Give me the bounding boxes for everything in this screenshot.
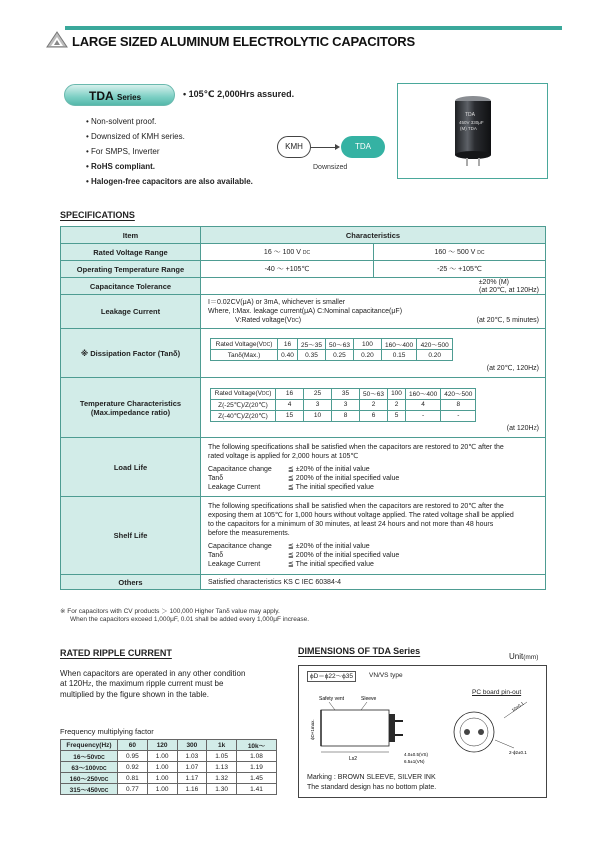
series-badge [64,84,175,106]
row-label: Others [61,575,201,590]
frequency-table-caption: Frequency multiplying factor [60,727,154,736]
table-cell: 50～63 [360,388,388,399]
marking-note: Marking : BROWN SLEEVE, SILVER INK The standard design has no bottom plate. [307,774,437,791]
table-cell: 2 [360,399,388,410]
table-cell: - [406,410,441,421]
flow-caption: Downsized [313,164,348,171]
row-label: Load Life [61,438,201,497]
footnote-2: When the capacitors exceed 1,000μF, 0.01 shall be added every 1,000μF increase. [70,616,310,623]
table-cell: 2 [388,399,406,410]
ripple-description: When capacitors are operated in any other condition at 120HZ, the maximum ripple current must be multiplied by the figure shown in the table. [60,669,246,699]
tolerance-value: ±20% (M) (at 20℃, at 120Hz) [201,278,546,295]
leakage-value: I＝0.02CV(μA) or 3mA, whichever is smaller Where, I:Max. leakage current(μA) C:Nominal capacitance(μF) V:Rated voltage(VDC) (at 20℃, 5 minutes) [201,295,546,329]
feature-item: • For SMPS, Inverter [86,147,160,156]
table-cell: 3 [304,399,332,410]
table-row: 16～50VDC 0.95 1.00 1.03 1.05 1.08 [61,751,277,762]
table-cell: 100 [353,339,381,350]
diameter-range: ϕD＝ϕ22～ϕ35 [307,671,356,682]
table-cell: 420～500 [417,339,453,350]
flow-tda-node: TDA [341,136,385,158]
table-cell: 0.20 [353,350,381,361]
table-cell: 0.20 [417,350,453,361]
temperature-table [210,388,476,422]
dissipation-cond: (at 20℃, 120Hz) [486,365,539,372]
temperature-value [201,378,546,438]
table-header: 60 [118,740,148,751]
table-cell: 5 [388,410,406,421]
table-header: Frequency(Hz) [61,740,118,751]
pitch-label: 10±0.1 [510,700,525,713]
table-cell: 15 [276,410,304,421]
table-cell: 0.25 [325,350,353,361]
photo-line2: (M) TDA [460,126,477,131]
document-title: LARGE SIZED ALUMINUM ELECTROLYTIC CAPACITORS [72,34,415,49]
table-cell: 16 [278,339,298,350]
table-header: 10k～ [237,740,277,751]
row-label: ※ Dissipation Factor (Tanδ) [61,329,201,378]
load-life-value: The following specifications shall be satisfied when the capacitors are restored to 20℃ after the rated voltage is applied for 2,000 hours at 105℃ Capacitance change ≦ ±20% of the initial value Tanδ ≦ 200% of the initial specified value Leakage Current ≦ The initial specified value [201,438,546,497]
photo-line1: 450V 330μF [459,120,484,125]
row-label: Leakage Current [61,295,201,329]
table-cell: 0.15 [381,350,416,361]
feature-item: • Non-solvent proof. [86,117,157,126]
row-label: Operating Temperature Range [61,261,201,278]
table-header: 300 [177,740,207,751]
ripple-heading: RATED RIPPLE CURRENT [60,648,172,658]
flow-arrow-line [311,147,338,148]
col-item-header: Item [61,227,201,244]
unit-label: Unit(mm) [509,652,539,661]
row-label: Rated Voltage Range [61,244,201,261]
dimensions-heading: DIMENSIONS OF TDA Series [298,646,421,656]
flow-kmh-node: KMH [277,136,311,158]
frequency-table [60,739,277,795]
table-cell: 25～35 [298,339,326,350]
footnote-1: ※ For capacitors with CV products ＞ 100,000 Higher Tanδ value may apply. [60,608,280,615]
safety-vent-label: Safety vent [319,696,345,702]
sleeve-label: Sleeve [361,696,377,702]
feature-item: • Halogen-free capacitors are also available. [86,177,253,186]
arrow-right-icon [335,144,340,150]
table-cell: 6 [360,410,388,421]
table-header: 1k [207,740,237,751]
shelf-life-value: The following specifications shall be satisfied when the capacitors are restored to 20℃ after the exposing them at 105℃ for 1,000 hours without voltage applied. The rated voltage shall be applied to the capacitors for a minimum of 30 minutes, at least 24 hours and not more than 48 hours before the measurements. Capacitance change ≦ ±20% of the initial value Tanδ ≦ 200% of the initial specified value Leakage Current ≦ The initial specified value [201,497,546,575]
table-cell: 25 [304,388,332,399]
capacitor-image [398,84,549,180]
table-cell: 8 [441,399,476,410]
table-cell: 160～400 [381,339,416,350]
hole-label: 2-ϕ2±0.1 [509,750,527,755]
table-cell: Tanδ(Max.) [211,350,278,361]
height-label: ϕD+1max. [310,719,315,740]
pcb-label: PC board pin-out [472,689,522,696]
table-row: 160～250VDC 0.81 1.00 1.17 1.32 1.45 [61,773,277,784]
table-cell: Z(-40℃)/Z(20℃) [211,410,276,421]
photo-brand: TDA [465,112,475,118]
voltage-header: Rated Voltage(VDC) [211,339,278,350]
col-characteristics-header: Characteristics [201,227,546,244]
ls-label: Ls2 [349,756,358,762]
table-cell: 160～400 [406,388,441,399]
row-label: Capacitance Tolerance [61,278,201,295]
table-cell: 0.35 [298,350,326,361]
voltage-header: Rated Voltage(VDC) [211,388,276,399]
type-label: VN/VS type [369,672,403,679]
table-cell: 35 [332,388,360,399]
pin-length-vs: 4.0±0.5(VS) [404,752,428,757]
table-cell: 10 [304,410,332,421]
table-cell: 100 [388,388,406,399]
temp-range-low: -40 ～ +105℃ [201,261,374,278]
rated-voltage-low: 16 ～ 100 V DC [201,244,374,261]
specifications-heading: SPECIFICATIONS [60,210,135,220]
row-label: Shelf Life [61,497,201,575]
table-cell: 50～63 [325,339,353,350]
rated-voltage-high: 160 ～ 500 V DC [374,244,546,261]
table-cell: 4 [276,399,304,410]
table-header: 120 [147,740,177,751]
dissipation-value [201,329,546,378]
feature-item: • Downsized of KMH series. [86,132,185,141]
temperature-cond: (at 120HZ) [506,424,539,432]
company-logo-icon [46,31,68,49]
table-cell: Z(-25℃)/Z(20℃) [211,399,276,410]
table-cell: 3 [332,399,360,410]
table-cell: 8 [332,410,360,421]
dimension-drawing [299,690,546,770]
feature-list [86,114,253,189]
table-cell: 420～500 [441,388,476,399]
table-row: 315～450VDC 0.77 1.00 1.16 1.30 1.41 [61,784,277,795]
others-value: Satisfied characteristics KS C IEC 60384-4 [201,575,546,590]
feature-item: • RoHS compliant. [86,162,156,171]
table-cell: 0.40 [278,350,298,361]
temp-range-high: -25 ～ +105℃ [374,261,546,278]
row-label: Temperature Characteristics (Max.impedance ratio) [61,378,201,438]
header-rule [65,26,562,30]
table-cell: - [441,410,476,421]
assured-spec: • 105℃ 2,000Hrs assured. [183,89,295,99]
table-cell: 4 [406,399,441,410]
table-cell: 16 [276,388,304,399]
table-row: 63～100VDC 0.92 1.00 1.07 1.13 1.19 [61,762,277,773]
product-photo [397,83,548,179]
pin-length-vn: 6.5±1(VN) [404,759,425,764]
specifications-table [60,226,546,590]
series-name: TDA Series [89,89,142,103]
dissipation-table [210,338,453,361]
